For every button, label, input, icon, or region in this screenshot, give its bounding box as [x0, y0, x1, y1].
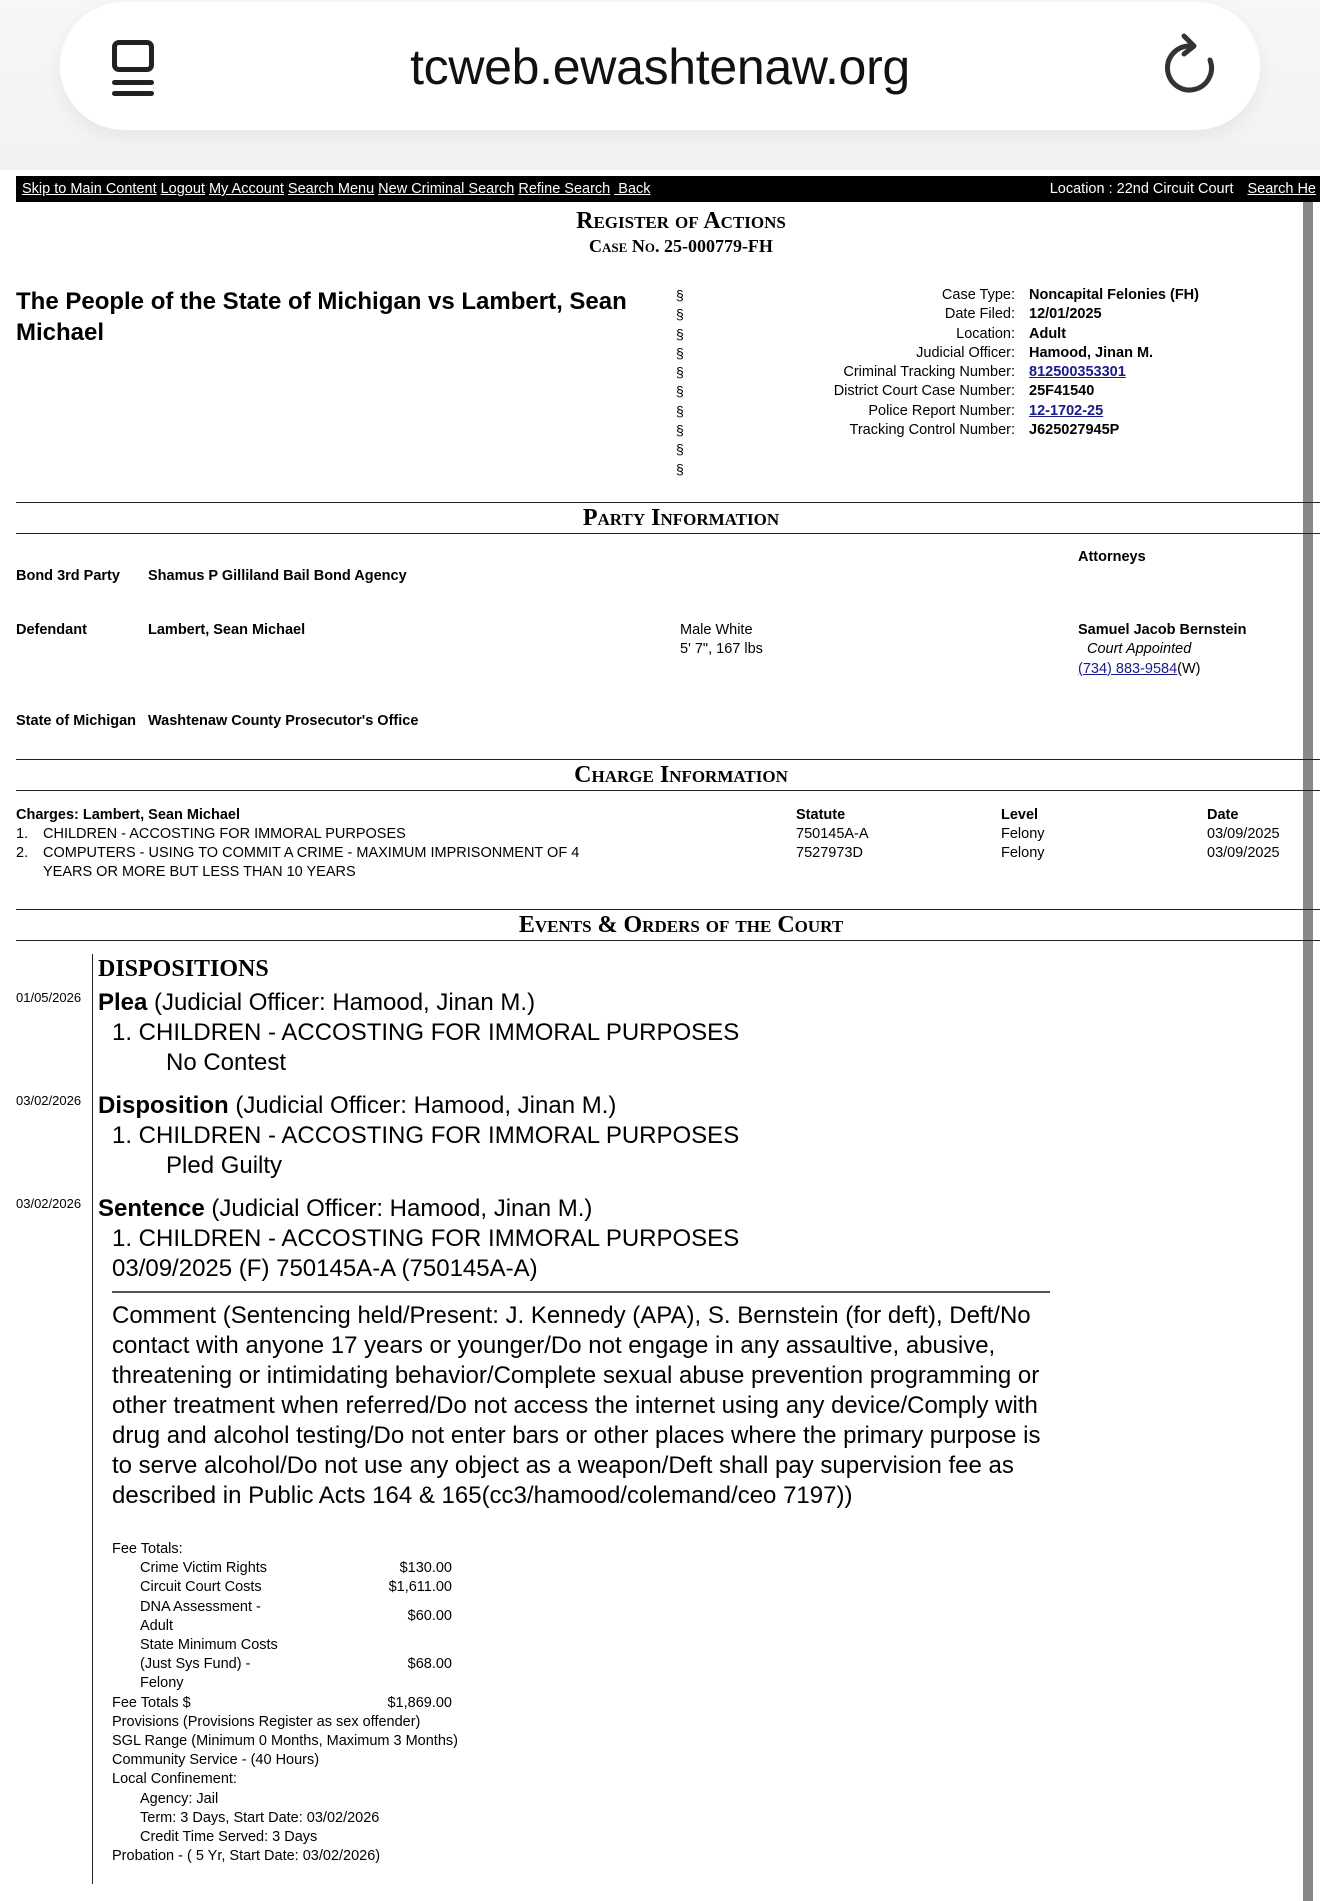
divider	[16, 909, 1320, 910]
event-date: 01/05/2026	[16, 990, 82, 1005]
logout-link[interactable]: Logout	[160, 181, 205, 197]
browser-chrome	[0, 0, 1320, 170]
attorneys-label: Attorneys	[1078, 549, 1146, 565]
event-sentence: Sentence (Judicial Officer: Hamood, Jinan M.) 1. CHILDREN - ACCOSTING FOR IMMORAL PURPOSES 03/09/2025 (F) 750145A-A (750145A-A)	[98, 1195, 740, 1282]
section-marks: § § § § § § § § § §	[676, 287, 684, 477]
location-row: Location: Adult	[956, 325, 1067, 342]
column-header-level: Level	[1001, 807, 1039, 823]
divider	[16, 940, 1320, 941]
search-menu-link[interactable]: Search Menu	[287, 181, 375, 197]
attorney-type: Court Appointed	[1087, 641, 1192, 658]
divider	[16, 790, 1320, 791]
criminal-tracking-row: Criminal Tracking Number: 812500353301	[843, 364, 1126, 381]
new-criminal-search-link[interactable]: New Criminal Search	[378, 181, 515, 197]
local-confinement-label: Local Confinement:	[112, 1771, 237, 1788]
scrollbar[interactable]	[1303, 202, 1313, 1901]
skip-to-main-content-link[interactable]: Skip to Main Content	[22, 181, 157, 197]
url-text[interactable]: tcweb.ewashtenaw.org	[410, 39, 910, 95]
address-bar[interactable]	[60, 2, 1260, 130]
divider	[112, 1291, 1050, 1293]
charges-header-label: Charges: Lambert, Sean Michael	[16, 807, 241, 823]
court-location: Location : 22nd Circuit Court	[1049, 181, 1234, 197]
police-report-number-link[interactable]: 12-1702-25	[1029, 402, 1104, 419]
back-link[interactable]: Back	[614, 181, 651, 197]
fee-row: Circuit Court Costs $1,611.00	[140, 1579, 452, 1596]
judicial-officer-row: Judicial Officer: Hamood, Jinan M.	[916, 344, 1154, 361]
column-header-statute: Statute	[796, 807, 846, 823]
fee-row: State Minimum Costs (Just Sys Fund) - Felony $68.00	[140, 1637, 452, 1692]
page-title: Register of Actions	[576, 208, 786, 234]
case-number: Case No. 25-000779-FH	[589, 236, 773, 256]
tracking-control-row: Tracking Control Number: J625027945P	[849, 422, 1120, 439]
credit-time-served: Credit Time Served: 3 Days	[140, 1829, 318, 1846]
party-role: Bond 3rd Party	[16, 568, 120, 584]
fee-totals-label: Fee Totals:	[112, 1541, 183, 1557]
date-filed-row: Date Filed: 12/01/2025	[944, 306, 1102, 323]
fee-total-row: Fee Totals $ $1,869.00	[112, 1694, 452, 1711]
criminal-tracking-number-link[interactable]: 812500353301	[1029, 364, 1126, 381]
search-help-link[interactable]: Search He	[1247, 181, 1316, 197]
probation: Probation - ( 5 Yr, Start Date: 03/02/2026)	[112, 1848, 381, 1865]
refine-search-link[interactable]: Refine Search	[518, 181, 611, 197]
reload-icon[interactable]	[1160, 32, 1220, 98]
party-name: Shamus P Gilliland Bail Bond Agency	[148, 568, 407, 584]
provisions: Provisions (Provisions Register as sex offender)	[112, 1713, 421, 1730]
police-report-row: Police Report Number: 12-1702-25	[868, 402, 1104, 419]
dispositions-heading: DISPOSITIONS	[98, 956, 269, 982]
sgl-range: SGL Range (Minimum 0 Months, Maximum 3 Months)	[112, 1733, 458, 1750]
event-date: 03/02/2026	[16, 1196, 82, 1211]
case-info-table	[716, 286, 1320, 440]
event-disposition: Disposition (Judicial Officer: Hamood, Jinan M.) 1. CHILDREN - ACCOSTING FOR IMMORAL PURPOSES Pled Guilty	[98, 1092, 740, 1179]
divider	[16, 533, 1320, 534]
party-name: Lambert, Sean Michael	[148, 622, 306, 638]
community-service: Community Service - (40 Hours)	[112, 1752, 320, 1769]
party-role: State of Michigan	[16, 713, 137, 729]
top-navbar	[16, 176, 1320, 202]
case-style-title: The People of the State of Michigan vs Lambert, Sean Michael	[16, 288, 627, 346]
events-heading: Events & Orders of the Court	[518, 912, 844, 938]
attorney-phone-link[interactable]: (734) 883-9584	[1078, 660, 1178, 677]
confinement-term: Term: 3 Days, Start Date: 03/02/2026	[140, 1809, 380, 1826]
defendant-description: Male White 5' 7", 167 lbs	[680, 622, 763, 658]
party-role: Defendant	[16, 622, 87, 638]
fee-row: DNA Assessment - Adult $60.00	[140, 1598, 452, 1634]
district-court-case-row: District Court Case Number: 25F41540	[833, 383, 1095, 400]
event-plea: Plea (Judicial Officer: Hamood, Jinan M.) 1. CHILDREN - ACCOSTING FOR IMMORAL PURPOSES No Contest	[98, 989, 740, 1076]
attorney-name: Samuel Jacob Bernstein	[1078, 622, 1247, 638]
divider	[16, 759, 1320, 760]
column-header-date: Date	[1207, 807, 1239, 823]
party-name: Washtenaw County Prosecutor's Office	[148, 713, 419, 729]
case-type-row: Case Type: Noncapital Felonies (FH)	[941, 287, 1199, 303]
sentence-comment: Comment (Sentencing held/Present: J. Kennedy (APA), S. Bernstein (for deft), Deft/No contact with anyone 17 years or younger/Do not engage in any assaultive, abusive, threatening or intimidating behavior/Complete sexual abuse prevention programming or other treatment when referred/Do not access the internet using any device/Comply with drug and alcohol testing/Do not enter bars or other places where the primary purpose is to serve alcohol/Do not use any object as a weapon/Deft shall pay supervision fee as described in Public Acts 164 & 165(cc3/hamood/colemand/ceo 7197))	[112, 1302, 1041, 1509]
fee-row: Crime Victim Rights $130.00	[140, 1560, 452, 1577]
sentence-details	[112, 1540, 458, 1866]
divider	[16, 502, 1320, 503]
party-information-heading: Party Information	[582, 505, 780, 531]
confinement-agency: Agency: Jail	[140, 1790, 219, 1807]
event-date: 03/02/2026	[16, 1093, 82, 1108]
charge-information-heading: Charge Information	[574, 762, 788, 788]
attorney-info: Samuel Jacob Bernstein Court Appointed (734) 883-9584(W)	[1078, 622, 1247, 677]
my-account-link[interactable]: My Account	[208, 181, 284, 197]
events-timeline-line	[92, 954, 93, 1884]
